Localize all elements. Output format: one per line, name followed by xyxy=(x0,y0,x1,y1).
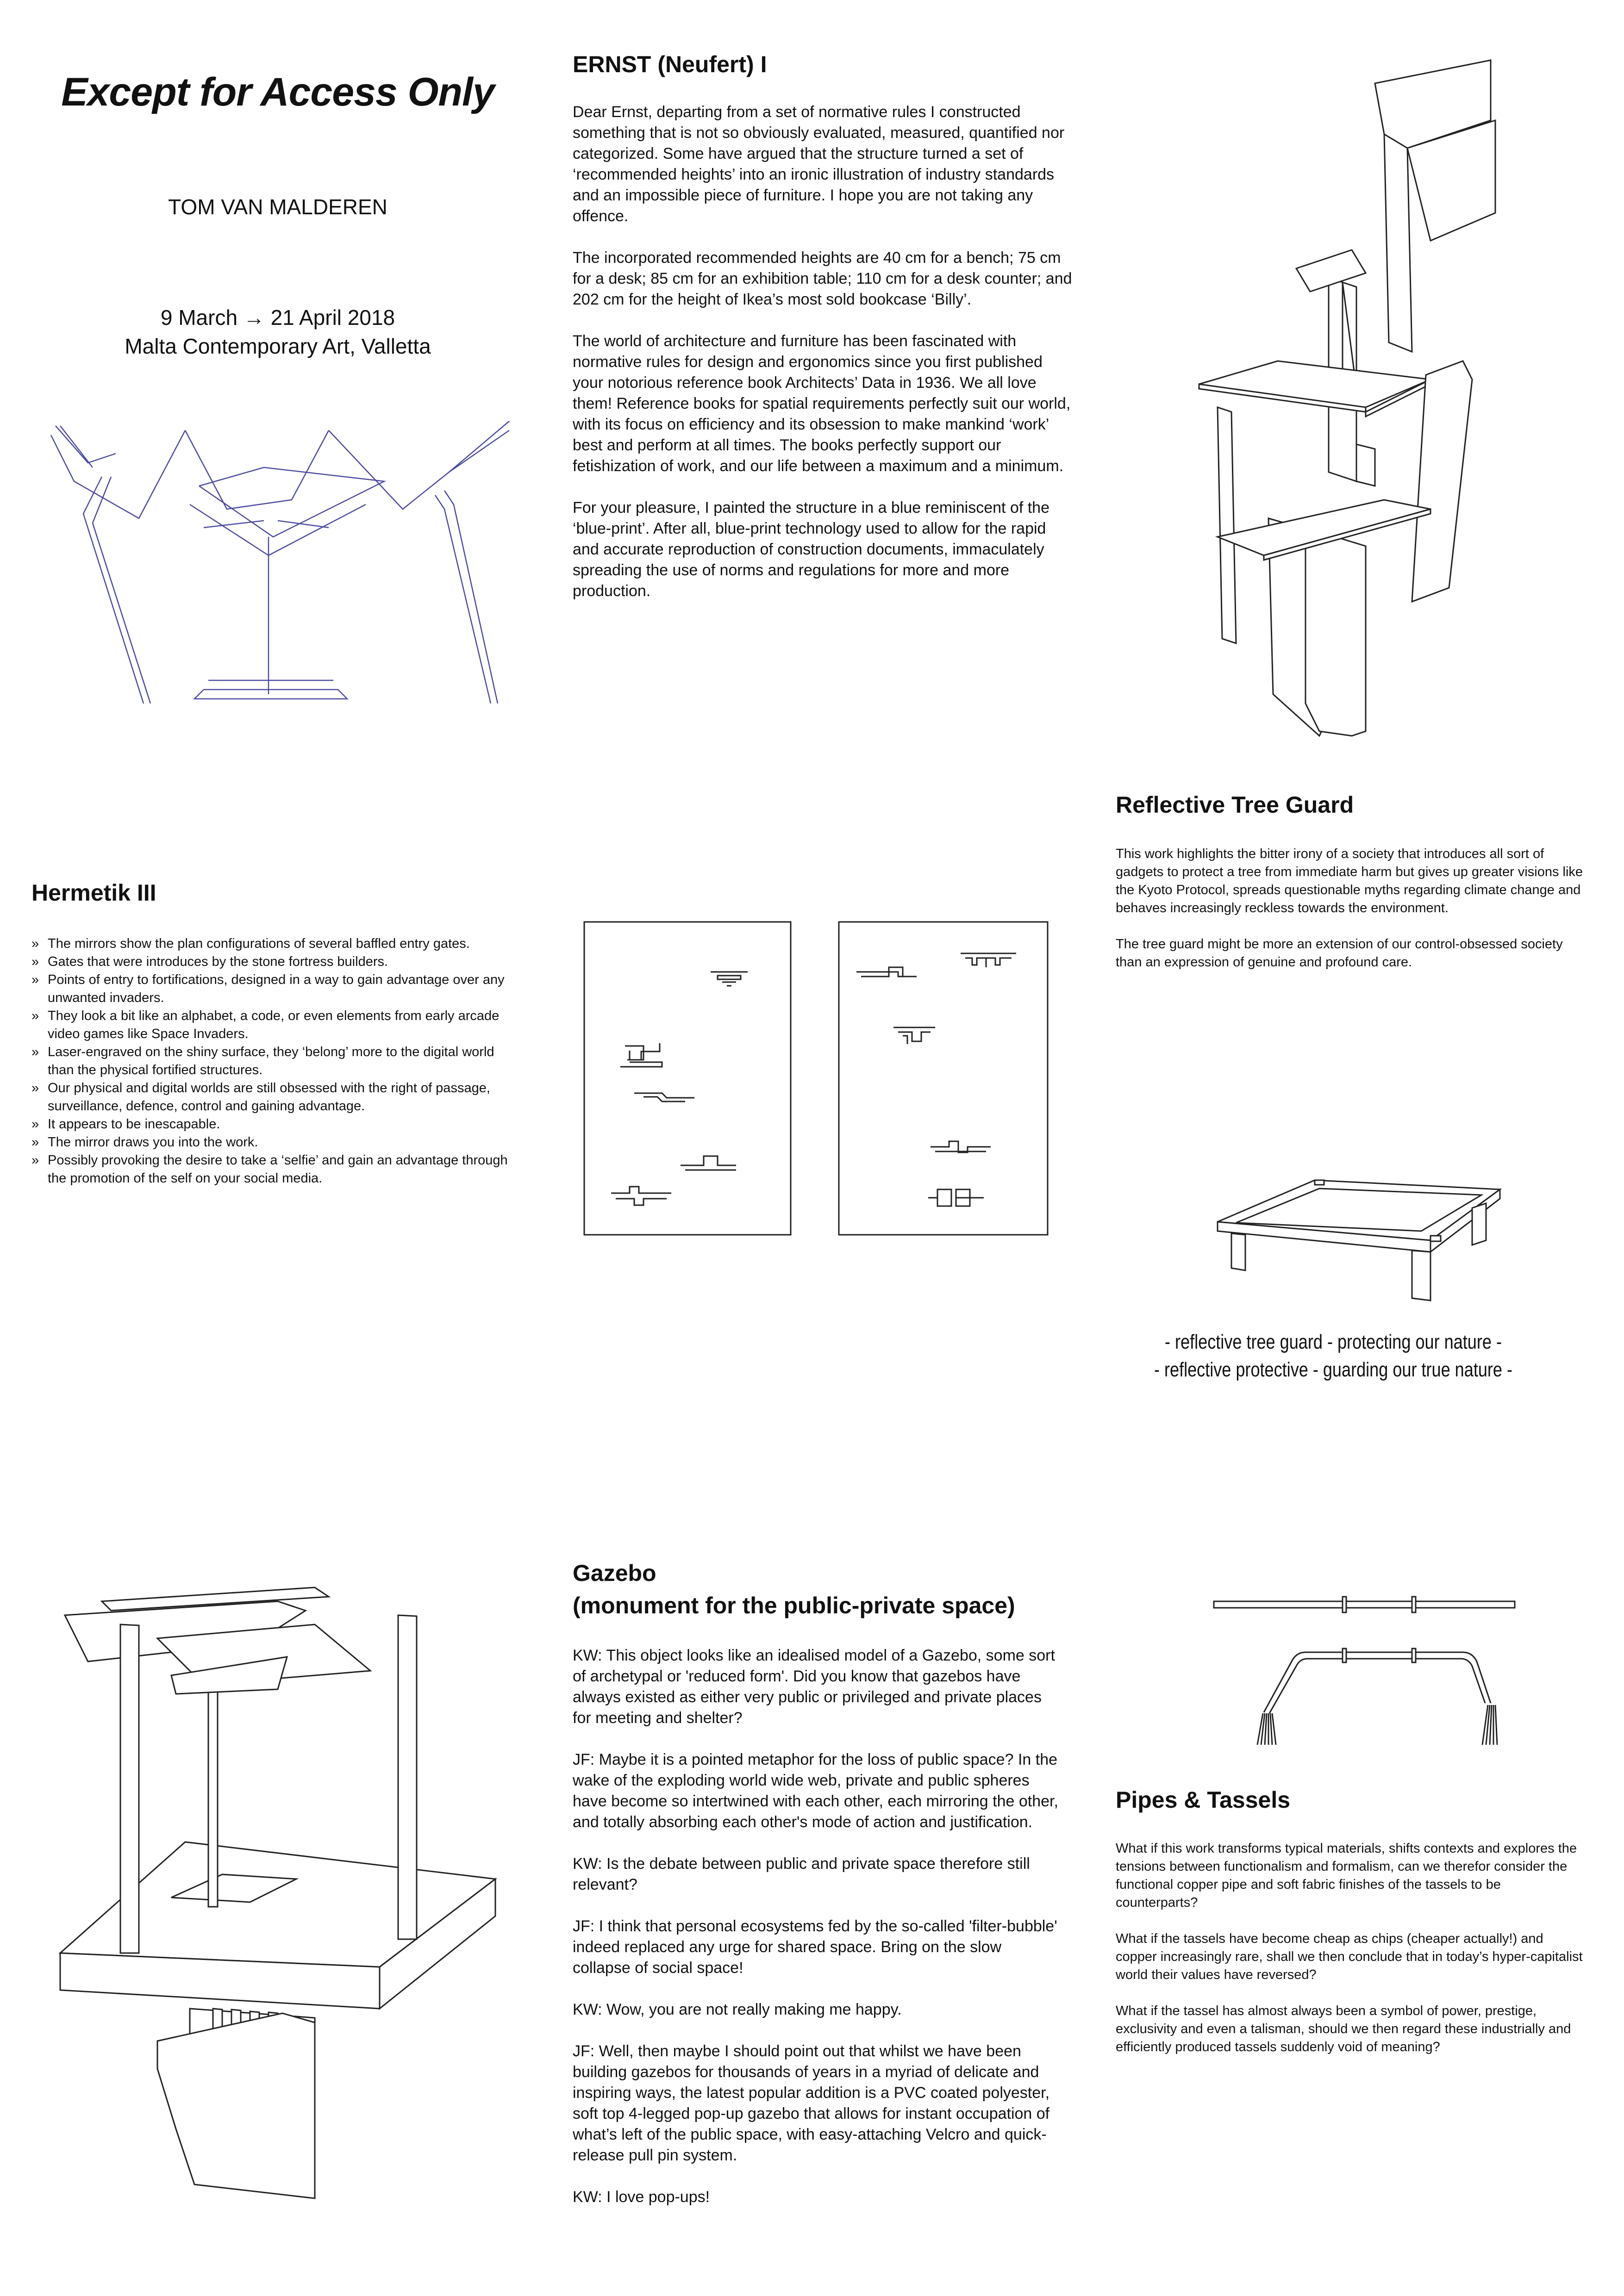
tree-guard-drawing xyxy=(1213,1171,1509,1310)
slogan-line: - reflective tree guard - protecting our nature - xyxy=(1165,1331,1502,1353)
tree-guard-paragraph: This work highlights the bitter irony of a society that introduces all sort of gadgets to protect a tree from immediate harm but gives up greater visions like the Kyoto Protocol, spreads questionable myths regarding climate change and behaves increasingly reckless towards the environment. xyxy=(1116,846,1583,915)
gazebo-paragraph: KW: I love pop-ups! xyxy=(573,2188,710,2206)
list-item: » Our physical and digital worlds are still obsessed with the right of passage, surveillance, defence, control and gaining advantage. xyxy=(31,1079,508,1115)
gazebo-paragraph: JF: Maybe it is a pointed metaphor for the loss of public space? In the wake of the exploding world wide web, private and public spheres have become so intertwined with each other, each mirroring the other, and totally absorbing each other's mode of action and justification. xyxy=(573,1751,1058,1831)
pipes-heading: Pipes & Tassels xyxy=(1116,1787,1291,1813)
gazebo-dialogue xyxy=(573,1645,1063,2228)
gazebo-paragraph: KW: This object looks like an idealised model of a Gazebo, some sort of archetypal or 'reduced form'. Did you know that gazebos have always existed as either very public or privileged and private places for meeting and shelter? xyxy=(573,1647,1055,1727)
ernst-text xyxy=(573,102,1073,622)
gazebo-paragraph: KW: Is the debate between public and private space therefore still relevant? xyxy=(573,1855,1030,1893)
tree-guard-paragraph: The tree guard might be more an extension of our control-obsessed society than an expression of genuine and profound care. xyxy=(1116,937,1563,970)
mirror-panel-left xyxy=(583,921,792,1236)
list-item: » They look a bit like an alphabet, a code, or even elements from early arcade video games like Space Invaders. xyxy=(31,1007,508,1043)
pipes-paragraph: What if the tassel has almost always been a symbol of power, prestige, exclusivity and even a talisman, should we then regard these industrially and efficiently produced tassels suddenly void of meaning? xyxy=(1116,2004,1571,2054)
ernst-paragraph: The incorporated recommended heights are 40 cm for a bench; 75 cm for a desk; 85 cm for an exhibition table; 110 cm for a desk counter; and 202 cm for the height of Ikea’s most sold bookcase ‘Billy’. xyxy=(573,249,1072,308)
slogan-line: - reflective protective - guarding our true nature - xyxy=(1154,1358,1513,1381)
ernst-heading: ERNST (Neufert) I xyxy=(573,51,767,77)
exhibition-venue: Malta Contemporary Art, Valletta xyxy=(125,334,431,358)
pipes-paragraph: What if this work transforms typical materials, shifts contexts and explores the tensions between functionalism and formalism, can we therefor consider the functional copper pipe and soft fabric finishes of the tassels to be counterparts? xyxy=(1116,1841,1577,1910)
gazebo-drawing xyxy=(56,1583,500,2198)
gazebo-subheading: (monument for the public-private space) xyxy=(573,1593,1015,1618)
ernst-paragraph: For your pleasure, I painted the structure in a blue reminiscent of the ‘blue-print’. After all, blue-print technology used to allow for the rapid and accurate reproduction of construction documents, immaculately spreading the use of norms and regulations for more and more production. xyxy=(573,499,1049,600)
list-item: » It appears to be inescapable. xyxy=(31,1115,508,1133)
gazebo-heading: Gazebo xyxy=(573,1560,656,1586)
pipes-tassels-drawing xyxy=(1213,1592,1518,1745)
exhibition-info xyxy=(56,303,500,361)
hermetik-bullet-list xyxy=(31,935,508,1188)
exhibition-dates: 9 March → 21 April 2018 xyxy=(160,305,395,330)
gazebo-paragraph: KW: Wow, you are not really making me happy. xyxy=(573,2001,902,2018)
list-item: » Points of entry to fortifications, designed in a way to gain advantage over any unwanted invaders. xyxy=(31,971,508,1007)
gazebo-paragraph: JF: Well, then maybe I should point out that whilst we have been building gazebos for thousands of years in a myriad of delicate and inspiring ways, the latest popular addition is a PVC coated polyester, soft top 4-legged pop-up gazebo that allows for instant occupation of what’s left of the public space, with easy-attaching Velcro and quick-release pull pin system. xyxy=(573,2042,1050,2164)
hermetik-heading: Hermetik III xyxy=(31,880,156,906)
ernst-furniture-drawing xyxy=(1190,56,1458,750)
mirror-panel-right xyxy=(838,921,1049,1236)
exhibition-title: Except for Access Only xyxy=(61,70,494,114)
ernst-paragraph: Dear Ernst, departing from a set of normative rules I constructed something that is not so obviously evaluated, measured, quantified nor categorized. Some have argued that the structure turned a set of ‘recommended heights’ into an ironic illustration of industry standards and an impossible piece of furniture. I hope you are not taking any offence. xyxy=(573,103,1065,225)
ernst-paragraph: The world of architecture and furniture has been fascinated with normative rules for design and ergonomics since you first published your notorious reference book Architects’ Data in 1936. We all love them! Reference books for spatial requirements perfectly suit our world, with its focus on efficiency and its obsession to make mankind ‘work’ best and perform at all times. The books perfectly support our fetishization of work, and our life between a maximum and a minimum. xyxy=(573,332,1071,475)
pipes-paragraph: What if the tassels have become cheap as chips (cheaper actually!) and copper increasingly rare, shall we then conclude that in today’s hyper-capitalist world their values have reversed? xyxy=(1116,1931,1583,1982)
tree-guard-slogan xyxy=(1143,1328,1523,1384)
list-item: » Gates that were introduces by the stone fortress builders. xyxy=(31,953,508,971)
hermetik-perspective-drawing xyxy=(51,417,514,703)
list-item: » The mirror draws you into the work. xyxy=(31,1133,508,1151)
list-item: » Possibly provoking the desire to take a ‘selfie’ and gain an advantage through the promotion of the self on your social media. xyxy=(31,1151,508,1188)
tree-guard-text xyxy=(1116,845,1583,989)
gazebo-paragraph: JF: I think that personal ecosystems fed by the so-called 'filter-bubble' indeed replaced any urge for shared space. Bring on the slow collapse of social space! xyxy=(573,1917,1057,1977)
list-item: » The mirrors show the plan configurations of several baffled entry gates. xyxy=(31,935,508,953)
tree-guard-heading: Reflective Tree Guard xyxy=(1116,792,1354,818)
pipes-text xyxy=(1116,1840,1583,2074)
list-item: » Laser-engraved on the shiny surface, they ‘belong’ more to the digital world than the physical fortified structures. xyxy=(31,1043,508,1079)
artist-name: TOM VAN MALDEREN xyxy=(168,195,387,219)
